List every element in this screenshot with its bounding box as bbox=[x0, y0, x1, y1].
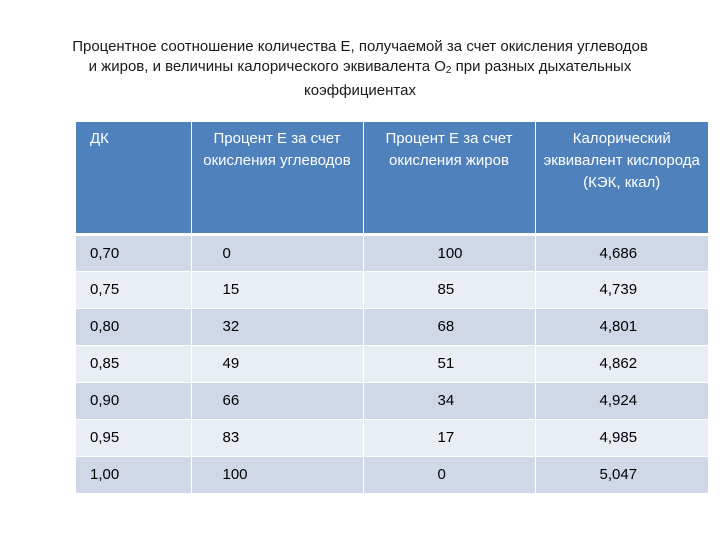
cell-dk: 0,95 bbox=[76, 419, 191, 456]
cell-fat-percent: 51 bbox=[363, 345, 535, 382]
cell-fat-percent: 85 bbox=[363, 271, 535, 308]
cell-carb-percent: 0 bbox=[191, 234, 363, 271]
oxygen-subscript: 2 bbox=[445, 65, 452, 76]
cell-dk: 0,70 bbox=[76, 234, 191, 271]
cell-dk: 0,90 bbox=[76, 382, 191, 419]
header-kek: Калорический эквивалент кислорода (КЭК, ккал) bbox=[535, 122, 708, 234]
cell-carb-percent: 15 bbox=[191, 271, 363, 308]
cell-kek: 4,739 bbox=[535, 271, 708, 308]
table-row bbox=[76, 345, 708, 382]
cell-fat-percent: 0 bbox=[363, 456, 535, 493]
data-table bbox=[76, 122, 708, 494]
header-carb-percent: Процент Е за счет окисления углеводов bbox=[191, 122, 363, 234]
cell-kek: 5,047 bbox=[535, 456, 708, 493]
cell-carb-percent: 100 bbox=[191, 456, 363, 493]
table-row bbox=[76, 456, 708, 493]
header-fat-percent: Процент Е за счет окисления жиров bbox=[363, 122, 535, 234]
cell-kek: 4,801 bbox=[535, 308, 708, 345]
cell-dk: 0,75 bbox=[76, 271, 191, 308]
cell-dk: 0,85 bbox=[76, 345, 191, 382]
title-line-3: коэффициентах bbox=[304, 82, 416, 99]
cell-carb-percent: 83 bbox=[191, 419, 363, 456]
table-row bbox=[76, 382, 708, 419]
page-title bbox=[30, 37, 690, 101]
cell-fat-percent: 34 bbox=[363, 382, 535, 419]
cell-fat-percent: 68 bbox=[363, 308, 535, 345]
title-line-2-end: при разных дыхательных bbox=[451, 58, 632, 75]
cell-kek: 4,686 bbox=[535, 234, 708, 271]
table-row bbox=[76, 234, 708, 271]
title-line-2 bbox=[30, 57, 690, 81]
table-row bbox=[76, 271, 708, 308]
cell-fat-percent: 100 bbox=[363, 234, 535, 271]
cell-fat-percent: 17 bbox=[363, 419, 535, 456]
cell-kek: 4,985 bbox=[535, 419, 708, 456]
header-row bbox=[76, 122, 708, 234]
cell-kek: 4,924 bbox=[535, 382, 708, 419]
cell-carb-percent: 32 bbox=[191, 308, 363, 345]
table-header bbox=[76, 122, 708, 234]
table-row bbox=[76, 419, 708, 456]
cell-kek: 4,862 bbox=[535, 345, 708, 382]
cell-dk: 1,00 bbox=[76, 456, 191, 493]
header-dk: ДК bbox=[76, 122, 191, 234]
cell-carb-percent: 66 bbox=[191, 382, 363, 419]
table-body bbox=[76, 234, 708, 493]
cell-carb-percent: 49 bbox=[191, 345, 363, 382]
table-row bbox=[76, 308, 708, 345]
cell-dk: 0,80 bbox=[76, 308, 191, 345]
title-line-2-start: и жиров, и величины калорического эквивалента О bbox=[88, 58, 446, 75]
title-line-1: Процентное соотношение количества Е, получаемой за счет окисления углеводов bbox=[72, 38, 648, 55]
